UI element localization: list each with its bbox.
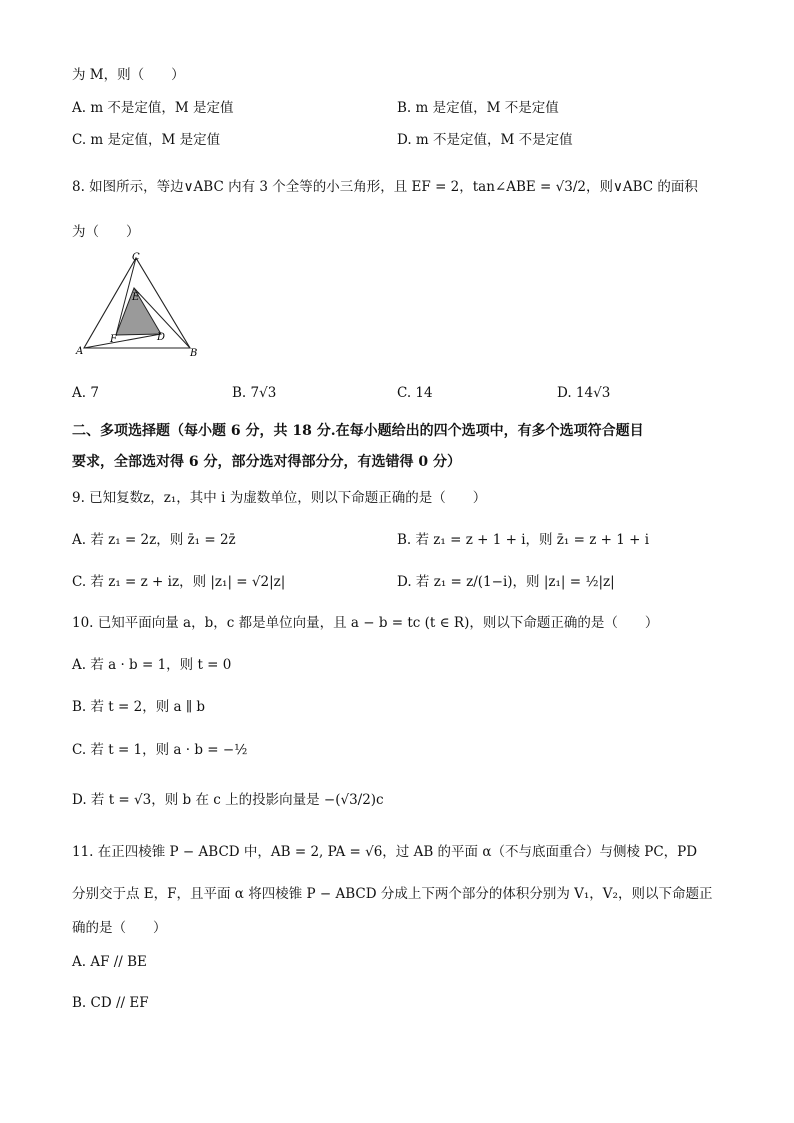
q8-option-a: A. 7 (72, 385, 99, 401)
q9-option-a: A. 若 z₁ = 2z，则 z̄₁ = 2z̄ (72, 532, 236, 548)
q9-option-c: C. 若 z₁ = z + iz，则 |z₁| = √2|z| (72, 574, 286, 590)
q11-stem-line2: 分别交于点 E，F，且平面 α 将四棱锥 P − ABCD 分成上下两个部分的体积分别为 V₁，V₂，则以下命题正 (72, 886, 713, 902)
q11-option-a: A. AF // BE (72, 954, 147, 970)
q9-option-d: D. 若 z₁ = z/(1−i)，则 |z₁| = ½|z| (397, 574, 615, 590)
equilateral-triangle-figure (72, 250, 202, 360)
q7-option-b: B. m 是定值，M 不是定值 (397, 100, 559, 116)
label-b: B (190, 348, 198, 359)
q10-option-a: A. 若 a · b = 1，则 t = 0 (72, 657, 232, 673)
label-a: A (76, 346, 84, 357)
section2-heading-line2: 要求，全部选对得 6 分，部分选对得部分分，有选错得 0 分） (72, 454, 461, 470)
label-c: C (132, 252, 140, 263)
q7-option-d: D. m 不是定值，M 不是定值 (397, 132, 573, 148)
q10-stem: 10. 已知平面向量 a，b，c 都是单位向量，且 a − b = tc (t ∈ R)，则以下命题正确的是（ ） (72, 615, 659, 631)
q10-option-c: C. 若 t = 1，则 a · b = −½ (72, 742, 248, 758)
label-d: D (157, 332, 166, 343)
q10-option-d: D. 若 t = √3，则 b 在 c 上的投影向量是 −(√3/2)c (72, 792, 384, 808)
q8-option-d: D. 14√3 (557, 385, 611, 401)
q8-stem-line2: 为（ ） (72, 224, 140, 240)
q8-stem-line1: 8. 如图所示，等边∨ABC 内有 3 个全等的小三角形，且 EF = 2，tan∠ABE = √3/2，则∨ABC 的面积 (72, 179, 698, 195)
q11-stem-line3: 确的是（ ） (72, 920, 167, 936)
q7-option-a: A. m 不是定值，M 是定值 (72, 100, 234, 116)
q9-stem: 9. 已知复数z，z₁，其中 i 为虚数单位，则以下命题正确的是（ ） (72, 490, 487, 506)
q7-option-c: C. m 是定值，M 是定值 (72, 132, 221, 148)
q9-option-b: B. 若 z₁ = z + 1 + i，则 z̄₁ = z + 1 + i (397, 532, 650, 548)
q11-option-b: B. CD // EF (72, 995, 149, 1011)
q8-option-b: B. 7√3 (232, 385, 277, 401)
q10-option-b: B. 若 t = 2，则 a ∥ b (72, 699, 206, 715)
q8-option-c: C. 14 (397, 385, 433, 401)
segment-ad (84, 334, 161, 348)
label-e: E (132, 292, 140, 303)
q11-stem-line1: 11. 在正四棱锥 P − ABCD 中，AB = 2, PA = √6，过 AB 的平面 α（不与底面重合）与侧棱 PC，PD (72, 844, 698, 860)
q7-tail: 为 M，则（ ） (72, 67, 185, 83)
label-f: F (110, 334, 117, 345)
section2-heading-line1: 二、多项选择题（每小题 6 分，共 18 分.在每小题给出的四个选项中，有多个选项符合题目 (72, 423, 644, 439)
